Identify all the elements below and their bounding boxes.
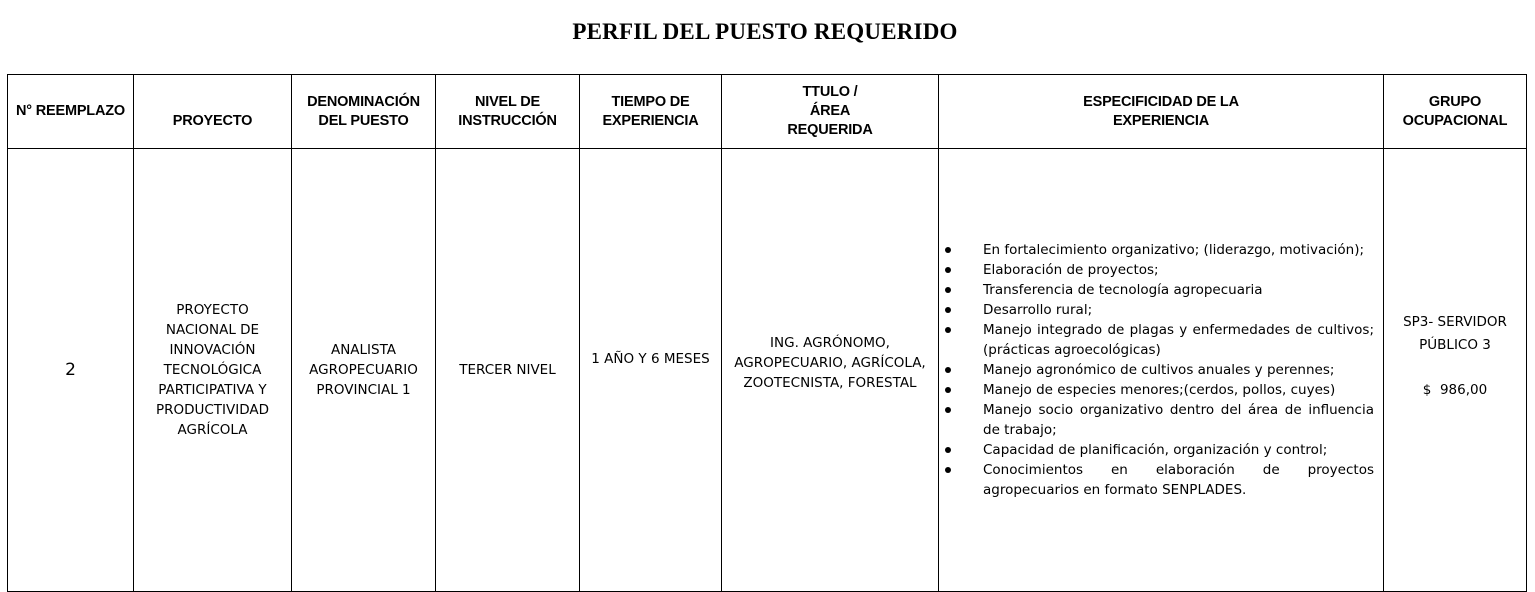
cell-tiempo xyxy=(580,149,722,592)
cell-titulo xyxy=(722,149,939,592)
list-item: Manejo de especies menores;(cerdos, pollos, cuyes) xyxy=(979,380,1374,400)
header-especificidad-line-2: EXPERIENCIA xyxy=(1112,112,1210,129)
proyecto-line: PROYECTO xyxy=(176,302,249,318)
cell-denominacion xyxy=(292,149,436,592)
denominacion-line: PROVINCIAL 1 xyxy=(316,382,411,398)
proyecto-line: TECNOLÓGICA xyxy=(163,362,262,378)
header-especificidad xyxy=(939,75,1384,149)
header-titulo xyxy=(722,75,939,149)
cell-proyecto xyxy=(134,149,292,592)
proyecto-line: AGRÍCOLA xyxy=(177,422,248,438)
cell-reemplazo xyxy=(8,149,134,592)
header-denominacion-line-1: DENOMINACIÓN xyxy=(307,93,420,110)
header-especificidad-line-1: ESPECIFICIDAD DE LA xyxy=(1083,93,1239,110)
cell-especificidad xyxy=(939,149,1384,592)
header-nivel-line-1: NIVEL DE xyxy=(474,93,540,110)
cell-grupo xyxy=(1384,149,1527,592)
nivel-value: TERCER NIVEL xyxy=(459,362,556,378)
proyecto-line: PRODUCTIVIDAD xyxy=(155,402,270,418)
titulo-line: ZOOTECNISTA, FORESTAL xyxy=(743,375,917,391)
list-item: Manejo socio organizativo dentro del área de influencia de trabajo; xyxy=(979,400,1374,440)
proyecto-line: PARTICIPATIVA Y xyxy=(158,382,267,398)
grupo-line: SP3- SERVIDOR xyxy=(1403,313,1507,330)
document-title: PERFIL DEL PUESTO REQUERIDO xyxy=(572,19,958,44)
header-nivel-line-2: INSTRUCCIÓN xyxy=(458,112,557,129)
header-titulo-line-2: ÁREA xyxy=(809,103,851,119)
header-grupo-line-1: GRUPO xyxy=(1428,93,1482,110)
header-titulo-line-3: REQUERIDA xyxy=(787,122,873,138)
header-denominacion-line-2: DEL PUESTO xyxy=(318,112,409,129)
grupo-line: PÚBLICO 3 xyxy=(1419,336,1491,353)
header-row xyxy=(8,75,1527,149)
list-item: Capacidad de planificación, organización y control; xyxy=(979,440,1374,460)
header-proyecto-label: PROYECTO xyxy=(172,113,253,129)
header-grupo-line-2: OCUPACIONAL xyxy=(1402,112,1508,129)
header-reemplazo-label: N° REEMPLAZO xyxy=(16,103,125,119)
header-nivel xyxy=(436,75,580,149)
header-tiempo-line-2: EXPERIENCIA xyxy=(602,112,699,129)
salary-value: $ 986,00 xyxy=(1422,381,1488,398)
list-item: Conocimientos en elaboración de proyectos agropecuarios en formato SENPLADES. xyxy=(979,460,1374,500)
header-grupo xyxy=(1384,75,1527,149)
proyecto-line: INNOVACIÓN xyxy=(169,342,256,358)
list-item: En fortalecimiento organizativo; (liderazgo, motivación); xyxy=(979,240,1374,260)
header-reemplazo xyxy=(8,75,134,149)
tiempo-value: 1 AÑO Y 6 MESES xyxy=(591,351,710,367)
proyecto-line: NACIONAL DE xyxy=(165,322,260,338)
header-denominacion xyxy=(292,75,436,149)
list-item: Manejo agronómico de cultivos anuales y perennes; xyxy=(979,360,1374,380)
list-item: Desarrollo rural; xyxy=(979,300,1374,320)
table-row xyxy=(8,149,1527,592)
experience-list xyxy=(939,240,1383,500)
job-profile-table xyxy=(7,74,1527,592)
titulo-line: AGROPECUARIO, AGRÍCOLA, xyxy=(734,355,926,371)
denominacion-line: AGROPECUARIO xyxy=(309,362,418,378)
header-titulo-line-1: TTULO / xyxy=(802,84,858,100)
list-item: Elaboración de proyectos; xyxy=(979,260,1374,280)
header-proyecto xyxy=(134,75,292,149)
reemplazo-value: 2 xyxy=(65,359,76,380)
header-tiempo xyxy=(580,75,722,149)
list-item: Transferencia de tecnología agropecuaria xyxy=(979,280,1374,300)
header-tiempo-line-1: TIEMPO DE xyxy=(611,93,690,110)
denominacion-line: ANALISTA xyxy=(330,342,397,358)
list-item: Manejo integrado de plagas y enfermedades de cultivos; (prácticas agroecológicas) xyxy=(979,320,1374,360)
titulo-line: ING. AGRÓNOMO, xyxy=(770,335,890,351)
cell-nivel xyxy=(436,149,580,592)
